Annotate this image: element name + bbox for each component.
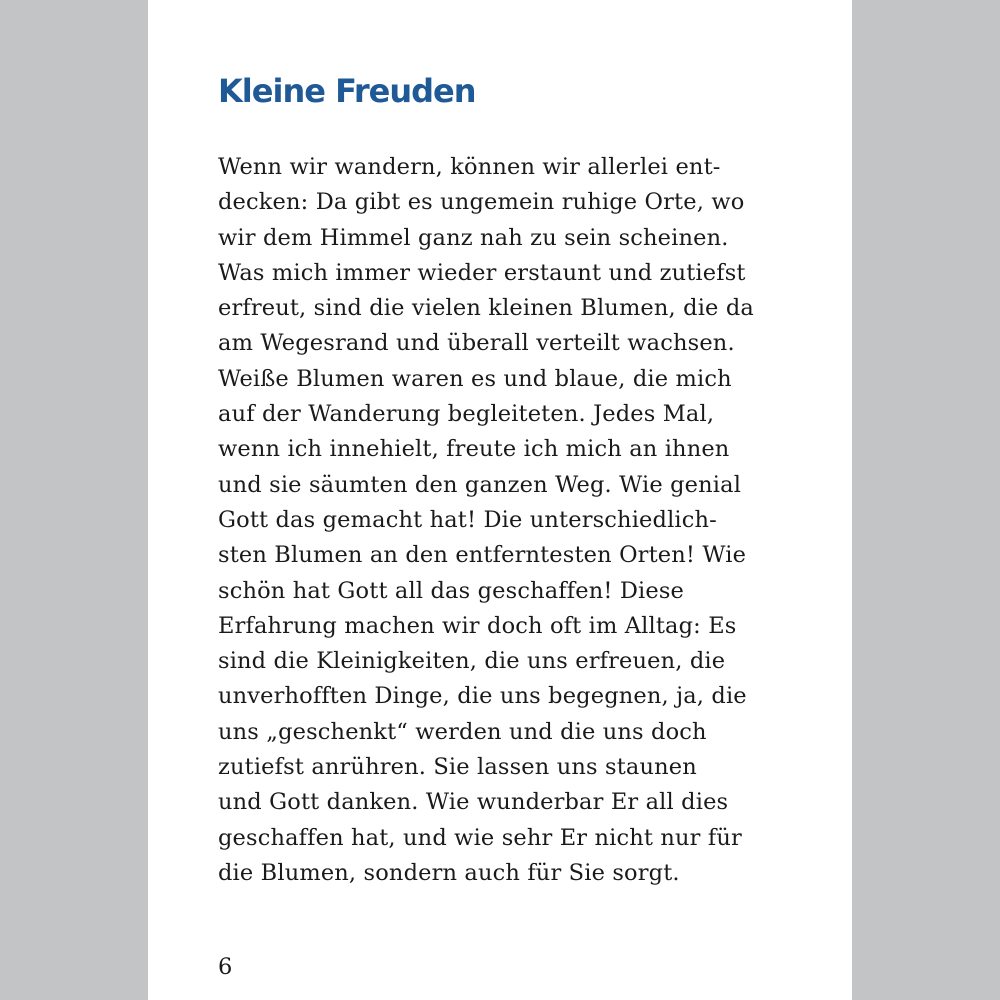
book-page <box>148 0 852 1000</box>
text-line: Was mich immer wieder erstaunt und zutiefst <box>218 259 746 286</box>
text-line: wir dem Himmel ganz nah zu sein scheinen. <box>218 224 729 251</box>
text-line: Wenn wir wandern, können wir allerlei ent- <box>218 154 721 180</box>
text-line: die Blumen, sondern auch für Sie sorgt. <box>218 859 680 886</box>
text-line: Gott das gemacht hat! Die unterschiedlich- <box>218 506 717 533</box>
text-line: zutiefst anrühren. Sie lassen uns staunen <box>218 754 697 781</box>
text-line: sind die Kleinigkeiten, die uns erfreuen, die <box>218 648 726 675</box>
text-line: erfreut, sind die vielen kleinen Blumen, die da <box>218 295 754 322</box>
text-line: Weiße Blumen waren es und blaue, die mich <box>218 365 732 392</box>
body-text <box>218 150 818 891</box>
text-line: uns „geschenkt“ werden und die uns doch <box>218 718 707 745</box>
page-title: Kleine Freuden <box>218 72 476 110</box>
page-number: 6 <box>218 954 233 980</box>
text-line: am Wegesrand und überall verteilt wachsen. <box>218 330 735 357</box>
text-line: sten Blumen an den entferntesten Orten! Wie <box>218 542 747 569</box>
text-line: schön hat Gott all das geschaffen! Diese <box>218 577 684 604</box>
text-line: auf der Wanderung begleiteten. Jedes Mal, <box>218 401 715 428</box>
text-line: geschaffen hat, und wie sehr Er nicht nur für <box>218 824 742 851</box>
text-line: decken: Da gibt es ungemein ruhige Orte, wo <box>218 189 745 216</box>
text-line: und sie säumten den ganzen Weg. Wie genial <box>218 471 742 498</box>
text-line: Erfahrung machen wir doch oft im Alltag: Es <box>218 612 737 639</box>
text-line: und Gott danken. Wie wunderbar Er all dies <box>218 789 729 816</box>
text-line: wenn ich innehielt, freute ich mich an ihnen <box>218 436 730 463</box>
text-line: unverhofften Dinge, die uns begegnen, ja, die <box>218 683 747 710</box>
